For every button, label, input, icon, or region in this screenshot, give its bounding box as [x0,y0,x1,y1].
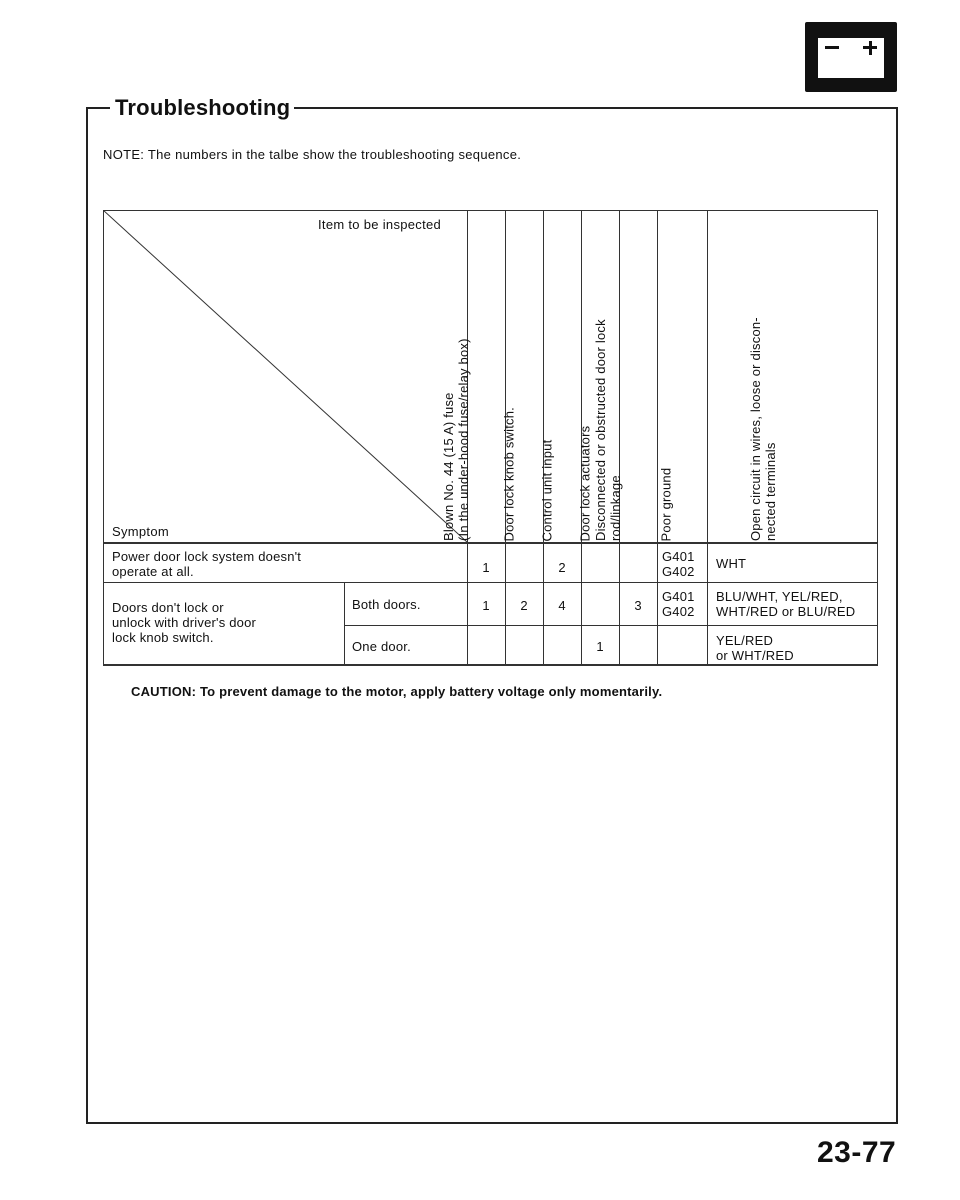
page-number: 23-77 [817,1136,897,1169]
row3-wires: YEL/RED or WHT/RED [716,633,794,663]
row1-symptom: Power door lock system doesn't operate at all. [112,549,302,579]
item-to-be-inspected-label: Item to be inspected [318,217,442,232]
row2-symptom: Doors don't lock or unlock with driver's door lock knob switch. [112,600,257,645]
frame-top-right [285,107,898,109]
note-text: NOTE: The numbers in the talbe show the troubleshooting sequence. [103,147,522,162]
row1-seq-fuse: 1 [482,560,490,575]
row1-seq-control-unit: 2 [558,560,566,575]
frame-top-left [86,107,110,109]
row2-seq-linkage: 3 [634,598,642,613]
header-diagonal [103,210,467,542]
row1-wires: WHT [716,556,747,571]
frame-right [896,107,898,1124]
row2-seq-fuse: 1 [482,598,490,613]
caution-text: CAUTION: To prevent damage to the motor, apply battery voltage only momentarily. [131,684,663,699]
row2-seq-knob-switch: 2 [520,598,528,613]
symptom-label: Symptom [112,524,170,539]
row1-ground: G401 G402 [662,549,695,579]
row3-seq-actuators: 1 [596,639,604,654]
frame-bottom [86,1122,898,1124]
row2-condition: Both doors. [352,597,421,612]
row2-seq-control-unit: 4 [558,598,566,613]
row3-condition: One door. [352,639,411,654]
battery-icon [805,22,897,92]
row2-wires: BLU/WHT, YEL/RED, WHT/RED or BLU/RED [716,589,856,619]
page-title: Troubleshooting [111,94,294,122]
row2-ground: G401 G402 [662,589,695,619]
frame-left [86,107,88,1124]
